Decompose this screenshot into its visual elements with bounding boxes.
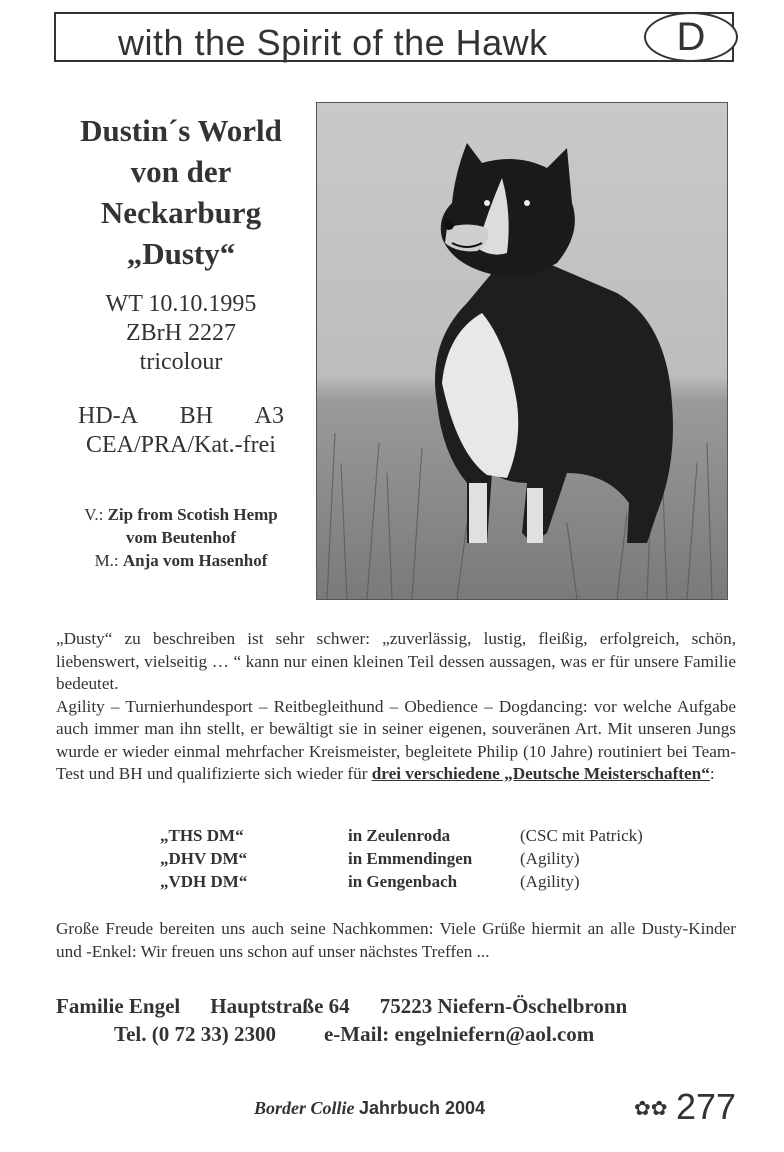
sire-prefix: V.: [84, 505, 104, 524]
championship-note: (CSC mit Patrick) [520, 826, 643, 845]
description-paragraph-1: „Dusty“ zu beschreiben ist sehr schwer: „zuverlässig, lustig, fleißig, erfolgreich, schön, liebenswert, vielseitig … “ kann nur einen kleinen Teil dessen aussagen, was er für unsere Familie bedeutet. [56, 629, 736, 693]
dam-name: Anja vom Hasenhof [122, 551, 268, 570]
championship-location: in Gengenbach [348, 872, 458, 891]
birth-date: WT 10.10.1995 [105, 291, 257, 317]
contact-address-row [56, 992, 736, 1020]
description-paragraph-2 [56, 696, 736, 786]
dog-name-line: von der [130, 154, 232, 189]
sire-kennel: vom Beutenhof [125, 528, 237, 547]
registry-number: ZBrH 2227 [126, 320, 236, 346]
hd-result: HD-A [78, 403, 138, 429]
championship-note: (Agility) [520, 849, 580, 868]
agility-class: A3 [254, 403, 284, 429]
championships-highlight: drei verschiedene „Deutsche Meisterschaften“ [371, 764, 710, 783]
championship-title: „DHV DM“ [160, 849, 248, 868]
section-letter-badge: D [644, 12, 738, 62]
dog-facts [50, 290, 312, 377]
paw-prints-icon: ✿✿ [634, 1098, 668, 1120]
dog-name-line: Dustin´s World [80, 113, 282, 148]
contact-city: 75223 Niefern-Öschelbronn [379, 994, 628, 1018]
dam-prefix: M.: [94, 551, 119, 570]
dog-name [50, 110, 312, 274]
championship-location: in Emmendingen [348, 849, 473, 868]
championship-title: „VDH DM“ [160, 872, 248, 891]
sire-line [50, 503, 312, 526]
dog-photo-illustration [317, 103, 727, 599]
championships-list [160, 824, 690, 893]
championship-location: in Zeulenroda [348, 826, 451, 845]
bh-result: BH [179, 403, 213, 429]
footer-breed: Border Collie [254, 1098, 355, 1118]
contact-phone-row [56, 1020, 736, 1048]
dog-name-line: Neckarburg [100, 195, 262, 230]
pedigree [50, 503, 312, 572]
contact-street: Hauptstraße 64 [210, 994, 350, 1018]
contact-phone: Tel. (0 72 33) 2300 [114, 1022, 276, 1046]
health-results [50, 402, 312, 460]
sire-name: Zip from Scotish Hemp [107, 505, 278, 524]
championship-note: (Agility) [520, 872, 580, 891]
dog-photo [316, 102, 728, 600]
page-number: 277 [676, 1086, 737, 1127]
championship-row [160, 870, 690, 893]
dog-call-name: „Dusty“ [126, 236, 236, 271]
contact-email-group [324, 1020, 594, 1048]
championship-title: „THS DM“ [160, 826, 244, 845]
header-title: with the Spirit of the Hawk [118, 22, 548, 63]
closing-text: Große Freude bereiten uns auch seine Nachkommen: Viele Grüße hiermit an alle Dusty-Kinder und -Enkel: Wir freuen uns schon auf unser nächstes Treffen ... [56, 919, 736, 961]
description-text [56, 628, 736, 786]
description-paragraph-2-lead: Agility – Turnierhundesport – Reitbegleithund – Obedience – Dogdancing: vor welche Aufgabe auch immer man ihn stellt, er bewältigt sie in seiner eigenen, souveränen Art. Mit unseren Jungs wurde er wieder einmal mehrfacher Kreismeister, begleitete Philip (10 Jahre) routiniert bei Team-Test und BH und qualifizierte sich wieder für [56, 696, 736, 783]
description-paragraph-2-end: : [709, 764, 715, 783]
eye-clearance: CEA/PRA/Kat.-frei [86, 432, 276, 458]
header-box [54, 12, 734, 62]
contact-email: engelniefern@aol.com [394, 1022, 595, 1046]
dam-line [50, 549, 312, 572]
footer-yearbook: Jahrbuch 2004 [359, 1098, 486, 1118]
championship-row [160, 824, 690, 847]
health-row [50, 402, 312, 431]
championship-row [160, 847, 690, 870]
contact-family: Familie Engel [56, 994, 181, 1018]
contact-block [56, 992, 736, 1048]
contact-email-label: e-Mail: [323, 1022, 390, 1046]
sire-line-2 [50, 526, 312, 549]
page-footer [254, 1098, 485, 1119]
coat-color: tricolour [139, 349, 223, 375]
